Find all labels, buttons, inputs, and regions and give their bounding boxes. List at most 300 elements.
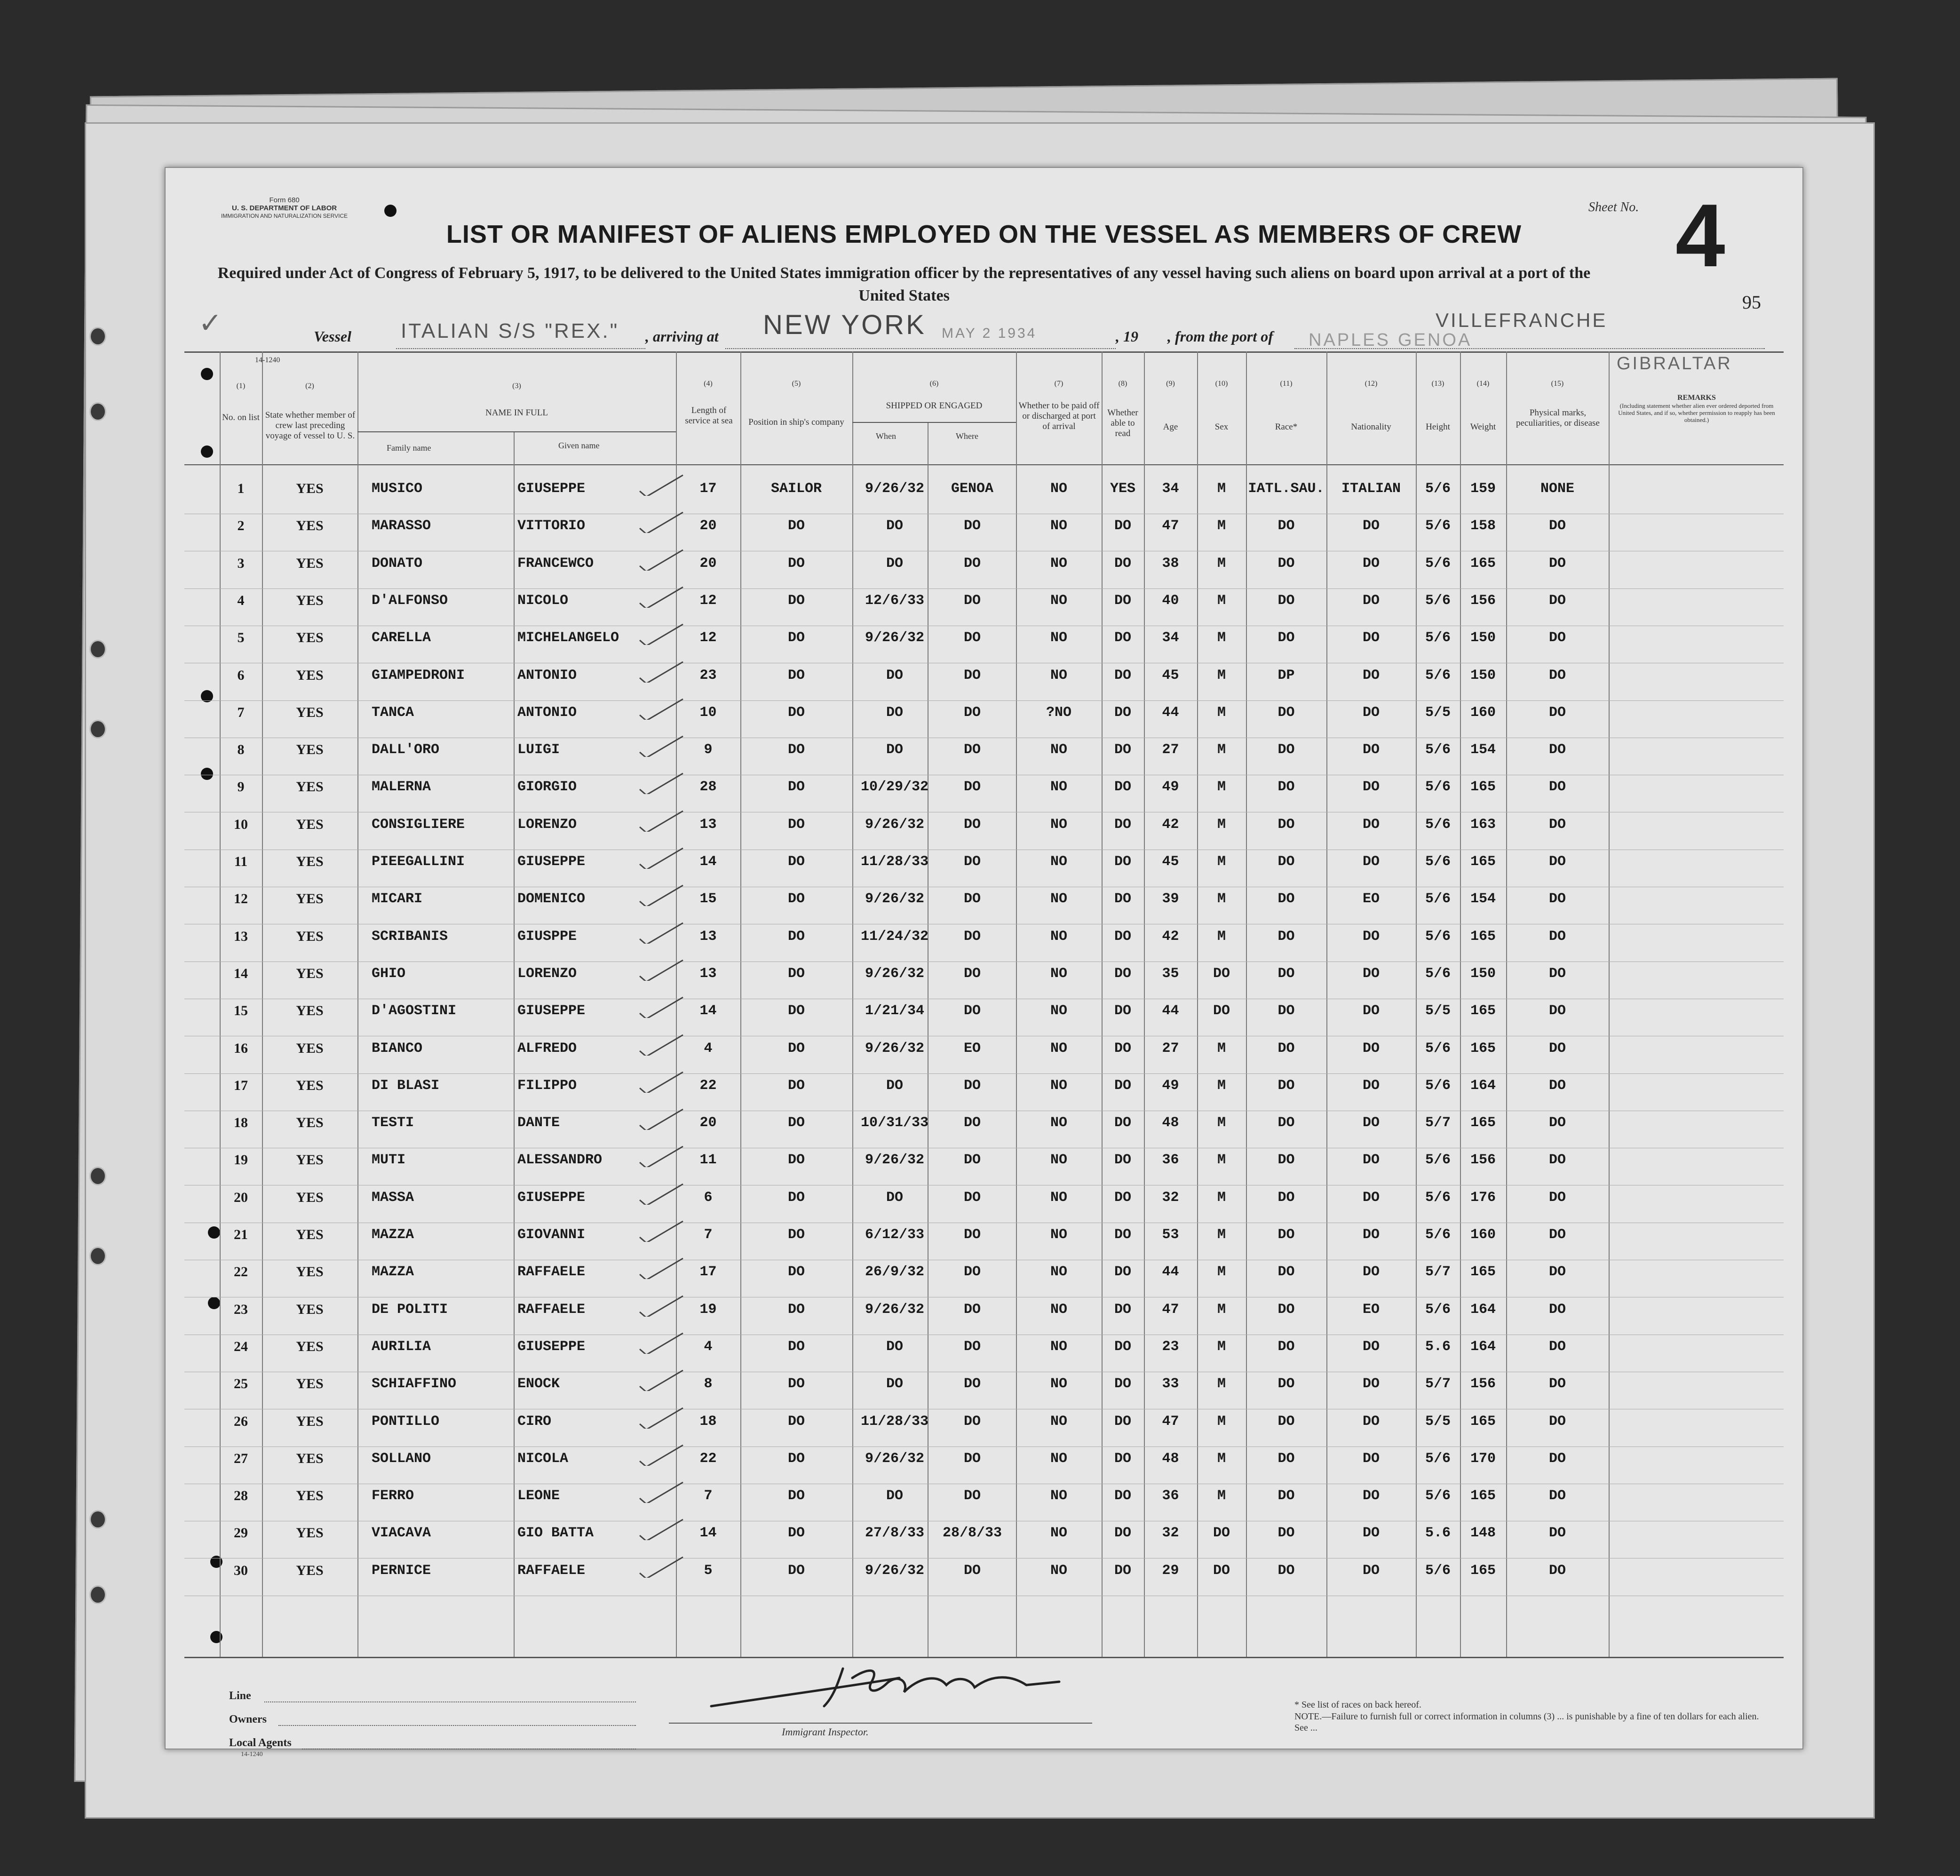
cell-marks: DO [1548,742,1566,758]
cell-member: YES [296,1302,324,1317]
cell-weight: 160 [1470,1227,1496,1243]
cell-when: 10/29/32 [860,779,929,795]
cell-age: 36 [1162,1488,1179,1504]
cell-paid: NO [1050,891,1067,907]
cell-family: AURILIA [372,1339,431,1355]
cell-no: 23 [234,1302,248,1317]
cell-weight: 150 [1470,668,1496,684]
check-mark-icon [636,1554,688,1578]
cell-family: MICARI [372,891,423,907]
check-mark-icon [636,1181,688,1205]
cell-nationality: EO [1362,891,1380,907]
cell-race: DO [1278,1152,1295,1168]
table-row [166,929,1802,966]
cell-no: 16 [234,1041,248,1056]
cell-member: YES [296,668,324,683]
cell-service: 7 [704,1488,713,1504]
cell-family: BIANCO [372,1041,423,1057]
cell-age: 44 [1162,705,1179,721]
cell-when: DO [886,1190,903,1206]
cell-sex: M [1217,742,1226,758]
header-position: Position in ship's company [748,417,844,427]
cell-given: FRANCEWCO [517,556,594,572]
cell-marks: DO [1548,779,1566,795]
check-mark-icon [636,1442,688,1466]
binder-hole [89,1585,106,1604]
cell-sex: DO [1213,1525,1230,1541]
cell-family: DALL'ORO [372,742,440,758]
header-height: Height [1426,422,1450,432]
cell-member: YES [296,854,324,869]
cell-paid: NO [1050,1339,1067,1355]
cell-position: SAILOR [770,481,822,497]
table-top-rule [184,351,1784,353]
cell-height: 5/6 [1425,817,1451,833]
cell-position: DO [787,891,805,907]
cell-position: DO [787,1115,805,1131]
cell-position: DO [787,817,805,833]
cell-weight: 160 [1470,705,1496,721]
cell-race: DP [1278,668,1295,684]
cell-read: DO [1114,1563,1131,1579]
cell-service: 18 [699,1414,717,1430]
cell-nationality: DO [1362,518,1380,534]
cell-read: DO [1114,630,1131,646]
cell-read: DO [1114,1339,1131,1355]
footer-agents-label: Local Agents [229,1737,292,1749]
cell-race: DO [1278,742,1295,758]
year-label: , 19 [1116,328,1138,345]
cell-read: DO [1114,518,1131,534]
table-row [166,668,1802,705]
cell-height: 5/6 [1425,1563,1451,1579]
cell-family: FERRO [372,1488,414,1504]
cell-where: DO [963,705,981,721]
cell-sex: M [1217,1227,1226,1243]
cell-race: DO [1278,630,1295,646]
table-row [166,1041,1802,1078]
cell-where: DO [963,817,981,833]
cell-sex: M [1217,1414,1226,1430]
penalty-note: NOTE.—Failure to furnish full or correct information in columns (3) ... is punishable by a fine of ten dollars for each alien. See ... [1294,1711,1759,1733]
cell-position: DO [787,1525,805,1541]
cell-read: DO [1114,1488,1131,1504]
cell-member: YES [296,1115,324,1130]
cell-family: MAZZA [372,1227,414,1243]
cell-height: 5/6 [1425,854,1451,870]
cell-paid: NO [1050,1078,1067,1094]
cell-member: YES [296,1003,324,1018]
cell-weight: 165 [1470,1488,1496,1504]
check-mark-icon [636,1479,688,1503]
cell-service: 14 [699,1003,717,1019]
cell-given: LORENZO [517,966,577,982]
cell-when: 6/12/33 [865,1227,925,1243]
cell-marks: DO [1548,929,1566,945]
cell-given: DANTE [517,1115,560,1131]
cell-paid: NO [1050,1152,1067,1168]
cell-when: 11/28/33 [860,1414,929,1430]
cell-read: DO [1114,1376,1131,1392]
header-read: Whether able to read [1107,408,1138,438]
cell-sex: M [1217,705,1226,721]
cell-position: DO [787,630,805,646]
cell-where: DO [963,1376,981,1392]
cell-member: YES [296,556,324,571]
cell-family: DE POLITI [372,1302,448,1318]
cell-marks: DO [1548,1414,1566,1430]
colnum-15: (15) [1551,380,1564,388]
cell-member: YES [296,481,324,496]
cell-where: DO [963,1451,981,1467]
cell-family: GHIO [372,966,406,982]
cell-member: YES [296,1078,324,1093]
check-mark-icon [636,1144,688,1167]
cell-when: 11/24/32 [860,929,929,945]
cell-height: 5/7 [1425,1264,1451,1280]
cell-nationality: DO [1362,1563,1380,1579]
cell-where: DO [963,779,981,795]
cell-where: DO [963,1414,981,1430]
cell-sex: M [1217,1041,1226,1057]
cell-where: DO [963,1488,981,1504]
cell-given: GIO BATTA [517,1525,594,1541]
cell-weight: 156 [1470,1152,1496,1168]
cell-marks: DO [1548,1376,1566,1392]
cell-member: YES [296,891,324,906]
cell-height: 5/6 [1425,1152,1451,1168]
cell-service: 13 [699,817,717,833]
colnum-8: (8) [1118,380,1127,388]
cell-height: 5/5 [1425,1003,1451,1019]
check-mark-icon [636,472,688,496]
cell-member: YES [296,1041,324,1056]
cell-given: RAFFAELE [517,1563,586,1579]
cell-height: 5/6 [1425,668,1451,684]
header-paid: Whether to be paid off or discharged at port of arrival [1018,401,1100,431]
cell-when: 9/26/32 [865,1041,925,1057]
cell-position: DO [787,705,805,721]
footer-agents-code: 14-1240 [241,1751,263,1758]
table-row [166,817,1802,854]
cell-paid: NO [1050,854,1067,870]
cell-when: 9/26/32 [865,1563,925,1579]
cell-no: 27 [234,1451,248,1466]
cell-where: DO [963,1078,981,1094]
cell-service: 14 [699,1525,717,1541]
cell-where: DO [963,1227,981,1243]
table-row [166,481,1802,518]
cell-service: 5 [704,1563,713,1579]
cell-race: DO [1278,1339,1295,1355]
cell-nationality: DO [1362,1115,1380,1131]
cell-height: 5/6 [1425,966,1451,982]
cell-nationality: DO [1362,1376,1380,1392]
cell-position: DO [787,1488,805,1504]
cell-service: 4 [704,1041,713,1057]
cell-read: DO [1114,779,1131,795]
cell-where: DO [963,1190,981,1206]
cell-marks: DO [1548,1488,1566,1504]
header-age: Age [1163,422,1178,432]
cell-marks: DO [1548,630,1566,646]
table-row [166,1563,1802,1600]
cell-nationality: DO [1362,1190,1380,1206]
cell-where: GENOA [951,481,993,497]
header-marks: Physical marks, peculiarities, or disease [1516,408,1600,428]
cell-when: DO [886,742,903,758]
colnum-4: (4) [704,380,713,388]
cell-marks: DO [1548,1227,1566,1243]
cell-sex: M [1217,1115,1226,1131]
cell-member: YES [296,742,324,757]
cell-read: DO [1114,1451,1131,1467]
cell-no: 17 [234,1078,248,1093]
table-row [166,630,1802,668]
cell-position: DO [787,1376,805,1392]
cell-age: 47 [1162,1414,1179,1430]
cell-paid: NO [1050,1003,1067,1019]
cell-when: DO [886,668,903,684]
cell-when: 9/26/32 [865,1451,925,1467]
table-row [166,593,1802,630]
cell-given: LUIGI [517,742,560,758]
cell-sex: M [1217,1488,1226,1504]
cell-height: 5.6 [1425,1339,1451,1355]
cell-paid: NO [1050,966,1067,982]
header-shipped: SHIPPED OR ENGAGED [886,401,983,411]
table-row [166,891,1802,929]
cell-position: DO [787,742,805,758]
cell-age: 29 [1162,1563,1179,1579]
cell-paid: NO [1050,929,1067,945]
cell-position: DO [787,929,805,945]
cell-when: 9/26/32 [865,891,925,907]
cell-race: DO [1278,593,1295,609]
cell-no: 5 [237,630,245,645]
cell-race: DO [1278,1078,1295,1094]
table-row [166,1414,1802,1451]
form-number: Form 680 [269,196,300,204]
cell-paid: NO [1050,779,1067,795]
cell-race: DO [1278,1041,1295,1057]
cell-position: DO [787,779,805,795]
cell-service: 17 [699,481,717,497]
cell-age: 38 [1162,556,1179,572]
check-mark-icon [636,1517,688,1540]
cell-age: 44 [1162,1003,1179,1019]
table-row [166,742,1802,779]
cell-member: YES [296,1152,324,1168]
cell-height: 5/6 [1425,593,1451,609]
cell-age: 32 [1162,1525,1179,1541]
cell-when: 27/8/33 [865,1525,925,1541]
cell-marks: DO [1548,705,1566,721]
cell-read: DO [1114,1152,1131,1168]
cell-race: DO [1278,705,1295,721]
cell-when: DO [886,1078,903,1094]
cell-race: DO [1278,1525,1295,1541]
cell-service: 12 [699,593,717,609]
cell-read: DO [1114,929,1131,945]
cell-member: YES [296,1264,324,1280]
cell-height: 5.6 [1425,1525,1451,1541]
cell-when: 10/31/33 [860,1115,929,1131]
cell-sex: M [1217,1451,1226,1467]
footer-owners-label: Owners [229,1713,267,1725]
cell-service: 7 [704,1227,713,1243]
cell-given: ANTONIO [517,705,577,721]
cell-member: YES [296,1339,324,1354]
cell-weight: 165 [1470,556,1496,572]
cell-where: EO [963,1041,981,1057]
cell-race: DO [1278,891,1295,907]
cell-race: DO [1278,1451,1295,1467]
punch-hole [201,445,213,458]
cell-race: DO [1278,1003,1295,1019]
binder-hole [89,327,106,346]
sheet-number-small: 95 [1742,292,1761,313]
footer-line-label: Line [229,1690,251,1702]
header-when: When [876,431,896,441]
punch-hole [384,205,397,217]
cell-family: D'ALFONSO [372,593,448,609]
cell-age: 53 [1162,1227,1179,1243]
cell-marks: DO [1548,1078,1566,1094]
cell-height: 5/6 [1425,742,1451,758]
cell-read: DO [1114,891,1131,907]
cell-no: 1 [237,481,245,496]
check-mark-icon [636,696,688,720]
cell-no: 10 [234,817,248,832]
cell-sex: M [1217,668,1226,684]
cell-family: PIEEGALLINI [372,854,465,870]
cell-given: DOMENICO [517,891,586,907]
check-mark-icon [636,1256,688,1279]
cell-family: CONSIGLIERE [372,817,465,833]
cell-weight: 158 [1470,518,1496,534]
header-bottom-rule [184,464,1784,465]
cell-paid: NO [1050,1190,1067,1206]
cell-height: 5/5 [1425,705,1451,721]
inspector-label: Immigrant Inspector. [782,1726,869,1738]
cell-age: 23 [1162,1339,1179,1355]
table-row [166,1078,1802,1115]
cell-marks: DO [1548,966,1566,982]
cell-when: DO [886,705,903,721]
cell-read: DO [1114,1264,1131,1280]
cell-family: MASSA [372,1190,414,1206]
cell-when: DO [886,556,903,572]
cell-age: 48 [1162,1451,1179,1467]
footer-line-underline [264,1701,636,1702]
colnum-12: (12) [1365,380,1378,388]
cell-race: DO [1278,1190,1295,1206]
cell-when: 9/26/32 [865,817,925,833]
cell-read: DO [1114,1041,1131,1057]
cell-nationality: DO [1362,1488,1380,1504]
cell-age: 33 [1162,1376,1179,1392]
table-row [166,705,1802,742]
cell-given: GIUSEPPE [517,481,586,497]
cell-service: 22 [699,1078,717,1094]
table-row [166,966,1802,1003]
colnum-2: (2) [305,382,314,390]
table-row [166,1302,1802,1339]
cell-given: GIUSEPPE [517,1190,586,1206]
cell-sex: M [1217,1376,1226,1392]
cell-position: DO [787,1190,805,1206]
cell-service: 19 [699,1302,717,1318]
cell-when: DO [886,1376,903,1392]
colnum-7: (7) [1054,380,1063,388]
cell-weight: 170 [1470,1451,1496,1467]
margin-mark: ✓ [198,308,222,339]
cell-where: DO [963,1115,981,1131]
cell-no: 12 [234,891,248,906]
arriving-underline [725,348,1116,349]
page-title: LIST OR MANIFEST OF ALIENS EMPLOYED ON THE VESSEL AS MEMBERS OF CREW [446,220,1522,248]
header-weight: Weight [1470,422,1496,432]
cell-family: DI BLASI [372,1078,440,1094]
check-mark-icon [636,845,688,869]
cell-position: DO [787,668,805,684]
cell-no: 6 [237,668,245,683]
cell-service: 28 [699,779,717,795]
check-mark-icon [636,1032,688,1056]
cell-no: 8 [237,742,245,757]
cell-read: DO [1114,854,1131,870]
table-row [166,1264,1802,1302]
cell-sex: M [1217,518,1226,534]
check-mark-icon [636,920,688,944]
cell-sex: M [1217,593,1226,609]
cell-given: GIUSPPE [517,929,577,945]
cell-service: 23 [699,668,717,684]
check-mark-icon [636,1330,688,1354]
cell-weight: 165 [1470,1264,1496,1280]
cell-nationality: DO [1362,705,1380,721]
cell-sex: M [1217,481,1226,497]
table-row [166,518,1802,556]
cell-where: DO [963,556,981,572]
cell-no: 22 [234,1264,248,1280]
check-mark-icon [636,1293,688,1317]
header-remarks: REMARKS [1677,394,1716,402]
cell-height: 5/6 [1425,1078,1451,1094]
cell-weight: 165 [1470,1563,1496,1579]
cell-no: 11 [234,854,248,869]
cell-member: YES [296,1451,324,1466]
cell-member: YES [296,1376,324,1391]
cell-nationality: DO [1362,779,1380,795]
cell-race: DO [1278,1264,1295,1280]
cell-read: YES [1110,481,1135,497]
cell-family: SCRIBANIS [372,929,448,945]
cell-no: 9 [237,779,245,795]
binder-hole [89,402,106,421]
cell-read: DO [1114,1525,1131,1541]
cell-read: DO [1114,668,1131,684]
cell-read: DO [1114,742,1131,758]
cell-sex: M [1217,556,1226,572]
cell-race: DO [1278,1302,1295,1318]
cell-given: ENOCK [517,1376,560,1392]
cell-age: 45 [1162,854,1179,870]
cell-weight: 165 [1470,1003,1496,1019]
cell-member: YES [296,929,324,944]
cell-marks: DO [1548,668,1566,684]
